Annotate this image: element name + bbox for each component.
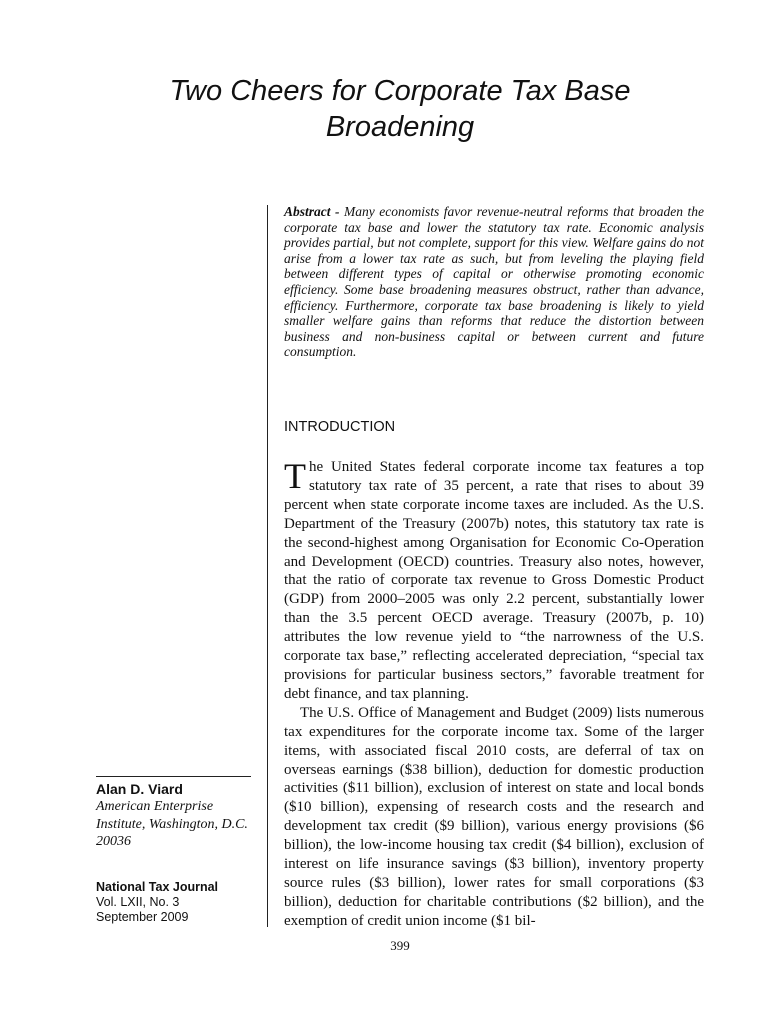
author-affiliation: American Enterprise Institute, Washington, D.C. 20036 <box>96 799 248 849</box>
column-divider <box>267 205 268 927</box>
abstract-text: Many economists favor revenue-neutral reforms that broaden the corporate tax base and lower the statutory tax rate. Economic analysis provides partial, but not complete, support for this view. Welfare gains do not arise from a lower tax rate as such, but from leveling the playing field between different types of capital or otherwise promoting economic efficiency. Some base broadening measures obstruct, rather than advance, efficiency. Furthermore, corporate tax base broadening is likely to yield smaller welfare gains than reforms that reduce the distortion between business and non-business capital or between current and future consumption. <box>284 204 704 360</box>
page-number: 399 <box>390 938 410 953</box>
journal-info <box>96 880 266 925</box>
page-title: Two Cheers for Corporate Tax Base Broadening <box>169 75 631 143</box>
paragraph-1-text: he United States federal corporate income tax features a top statutory tax rate of 35 percent, a rate that rises to about 39 percent when state corporate income taxes are included. As the U.S. Department of the Treasury (2007b) notes, this statutory tax rate is the second-highest among Organisation for Economic Co-Operation and Development (OECD) countries. Treasury also notes, however, that the ratio of corporate tax revenue to Gross Domestic Product (GDP) from 2000–2005 was only 2.2 percent, substantially lower than the 3.5 percent OECD average. Treasury (2007b, p. 10) attributes the low revenue yield to “the narrowness of the U.S. corporate tax base,” reflecting accelerated depreciation, “special tax provisions for particular business sectors,” favorable treatment for debt finance, and tax planning. <box>284 459 704 702</box>
journal-name: National Tax Journal <box>96 880 219 894</box>
abstract <box>284 204 704 360</box>
journal-date: September 2009 <box>96 910 189 924</box>
paragraph-2: The U.S. Office of Management and Budget (2009) lists numerous tax expenditures for the corporate income tax. Some of the larger items, with associated fiscal 2010 costs, are deferral of tax on overseas earnings ($38 billion), deduction for domestic production activities ($11 billion), exclusion of interest on state and local bonds ($10 billion), expensing of research costs and the research and development tax credit ($9 billion), various energy provisions ($6 billion), the low-income housing tax credit ($4 billion), exclusion of interest on life insurance savings ($3 billion), inventory property source rules ($3 billion), lower rates for small corporations ($3 billion), deduction for charitable contributions ($2 billion), and the exemption of credit union income ($1 bil- <box>284 704 704 929</box>
section-heading: INTRODUCTION <box>284 419 396 435</box>
author-block <box>96 780 256 851</box>
paragraph-1 <box>284 458 704 704</box>
author-name: Alan D. Viard <box>96 781 183 797</box>
body-text <box>284 458 704 931</box>
drop-cap: T <box>284 456 306 496</box>
abstract-label: Abstract - <box>284 204 340 219</box>
journal-volume: Vol. LXII, No. 3 <box>96 895 180 909</box>
author-rule <box>96 776 251 777</box>
